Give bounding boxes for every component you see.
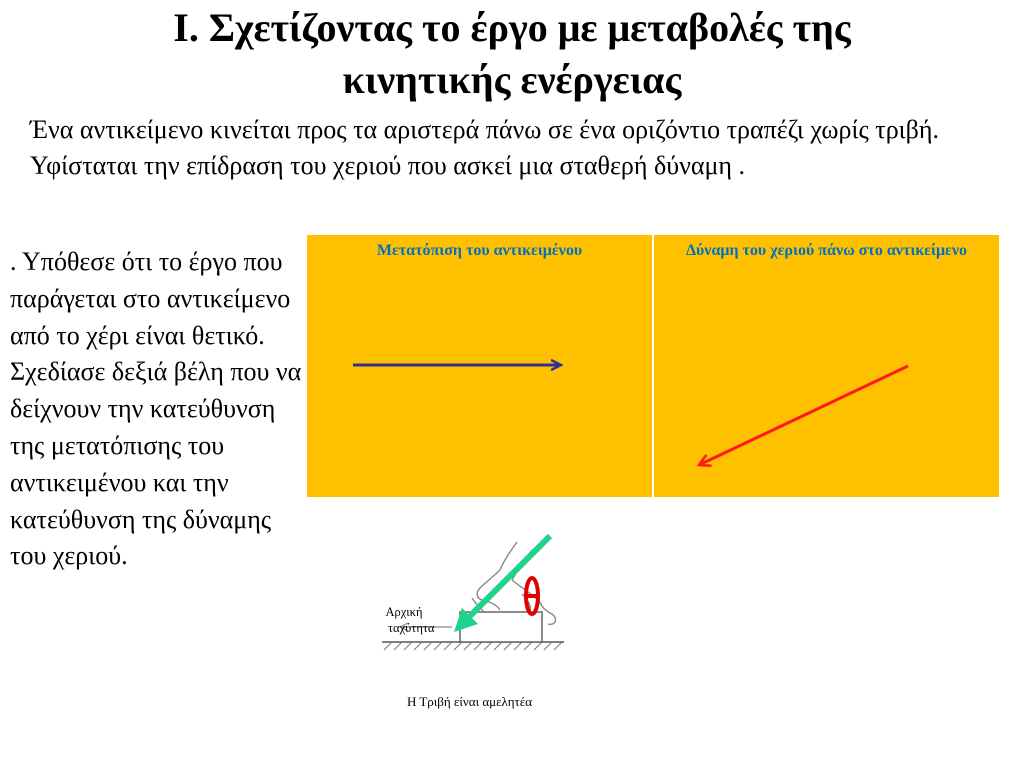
initial-velocity-label-line-1: Αρχική — [385, 605, 423, 619]
slide-title-line-1: I. Σχετίζοντας το έργο με μεταβολές της — [173, 5, 851, 50]
force-arrow[interactable] — [699, 366, 908, 465]
header-force: Δύναμη του χεριού πάνω στο αντικείμενο — [685, 242, 968, 259]
hand-pushing-figure — [372, 530, 567, 690]
floor-hatching — [384, 642, 562, 650]
arrow-table — [307, 235, 999, 497]
initial-velocity-label — [374, 604, 434, 636]
intro-paragraph: Ένα αντικείμενο κινείται προς τα αριστερά πάνω σε ένα οριζόντιο τραπέζι χωρίς τριβή. Υφίσταται την επίδραση του χεριού που ασκεί μια σταθερή δύναμη . — [30, 115, 939, 180]
initial-velocity-label-line-2: ταχύτητα — [388, 621, 435, 635]
instruction-paragraph: . Υπόθεσε ότι το έργο που παράγεται στο αντικείμενο από το χέρι είναι θετικό. Σχεδίασε δεξιά βέλη που να δείχνουν την κατεύθυνση της μετατόπισης του αντικειμένου και την κατεύθυνση της δύναμης του χεριού. — [10, 247, 302, 571]
table-arrows — [307, 235, 999, 497]
header-displacement: Μετατόπιση του αντικειμένου — [376, 242, 583, 259]
slide-title — [40, 2, 984, 106]
slide-title-line-2: κινητικής ενέργειας — [342, 57, 682, 102]
figure-caption: Η Τριβή είναι αμελητέα — [406, 694, 533, 709]
